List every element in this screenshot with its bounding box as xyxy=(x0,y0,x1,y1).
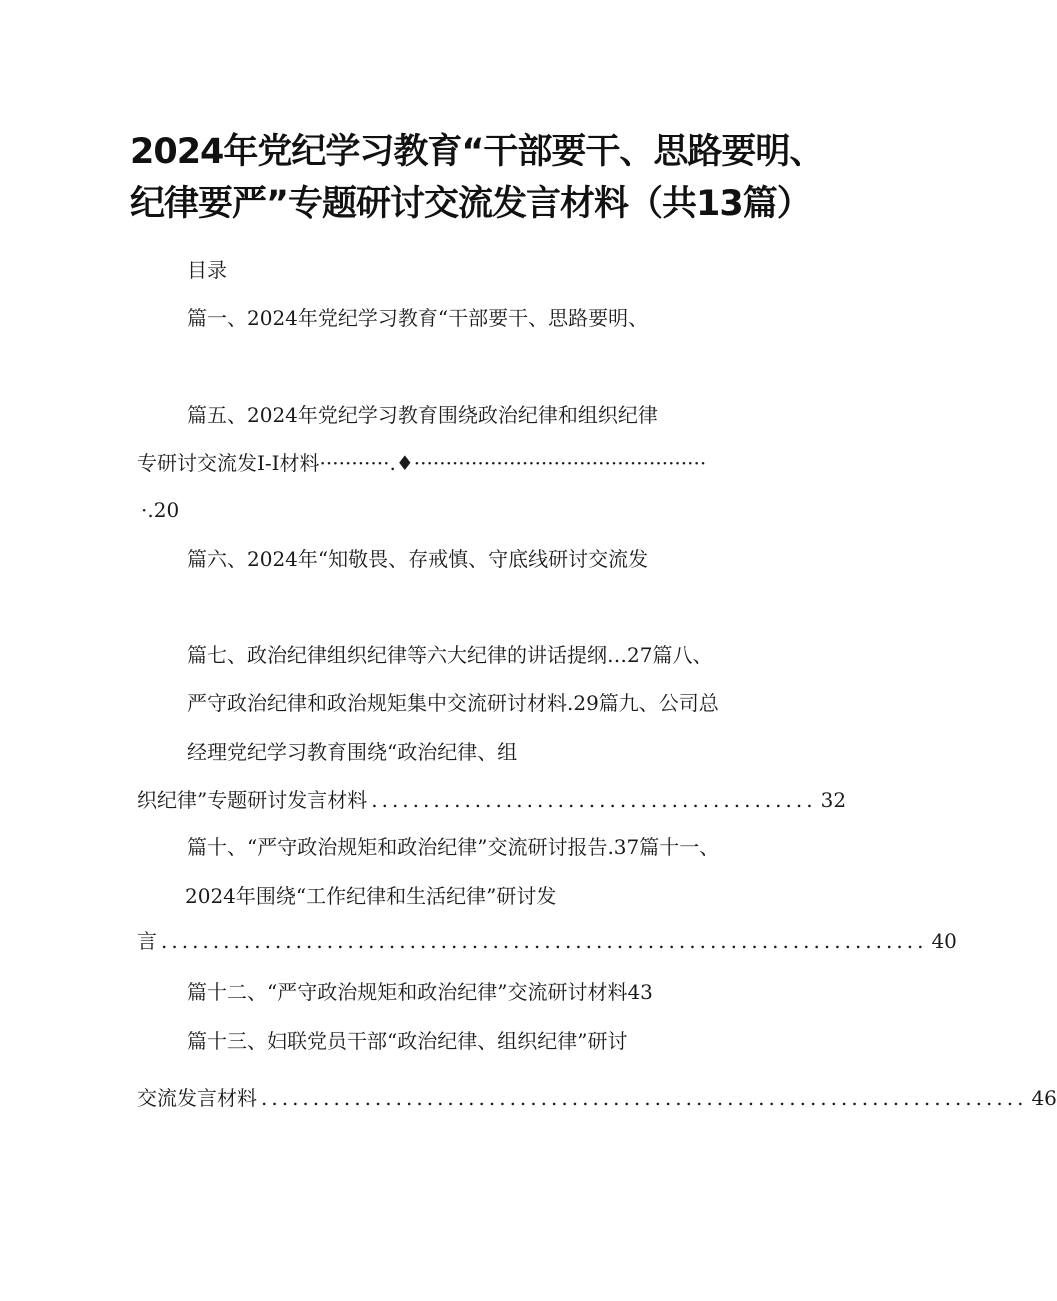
toc-entry-7[interactable]: 篇七、政治纪律组织纪律等六大纪律的讲话提纲…27篇八、 xyxy=(187,643,713,667)
toc-entry-11-continuation: 言 xyxy=(137,929,157,953)
toc-page-number: 32 xyxy=(820,788,847,812)
toc-page-number: 40 xyxy=(931,929,957,953)
toc-dot-leader: .......................................................................... xyxy=(261,1086,1028,1110)
toc-entry-6[interactable]: 篇六、2024年“知敬畏、存戒慎、守底线研讨交流发 xyxy=(187,547,649,571)
toc-entry-13-continuation: 交流发言材料 xyxy=(137,1086,257,1110)
toc-entry-11[interactable]: 2024年围绕“工作纪律和生活纪律”研讨发 xyxy=(185,884,557,908)
document-title-line-1: 2024年党纪学习教育“干部要干、思路要明、 xyxy=(130,132,824,172)
toc-entry-13-leader-row xyxy=(137,1085,1057,1111)
toc-entry-1[interactable]: 篇一、2024年党纪学习教育“干部要干、思路要明、 xyxy=(187,306,649,330)
toc-entry-9[interactable]: 经理党纪学习教育围绕“政治纪律、组 xyxy=(187,740,518,764)
toc-entry-12[interactable]: 篇十二、“严守政治规矩和政治纪律”交流研讨材料43 xyxy=(187,980,653,1004)
toc-dot-leader: .......................................................................... xyxy=(161,929,928,953)
toc-entry-9-continuation: 织纪律”专题研讨发言材料 xyxy=(137,788,368,812)
toc-entry-13[interactable]: 篇十三、妇联党员干部“政治纪律、组织纪律”研讨 xyxy=(187,1029,628,1053)
toc-entry-8[interactable]: 严守政治纪律和政治规矩集中交流研讨材料.29篇九、公司总 xyxy=(187,691,719,715)
toc-page-number: 46 xyxy=(1031,1086,1057,1110)
toc-entry-5-page: ·.20 xyxy=(141,498,180,522)
toc-heading: 目录 xyxy=(187,258,227,282)
toc-entry-5-continuation: 专研讨交流发I-I材料···········.♦·············································· xyxy=(137,451,707,475)
toc-entry-9-leader-row xyxy=(137,787,847,813)
toc-entry-5[interactable]: 篇五、2024年党纪学习教育围绕政治纪律和组织纪律 xyxy=(187,403,658,427)
toc-entry-11-leader-row xyxy=(137,928,957,954)
toc-entry-10[interactable]: 篇十、“严守政治规矩和政治纪律”交流研讨报告.37篇十一、 xyxy=(187,835,720,859)
toc-dot-leader: ........................................... xyxy=(371,788,817,812)
document-title-line-2: 纪律要严”专题研讨交流发言材料（共13篇） xyxy=(130,184,811,224)
